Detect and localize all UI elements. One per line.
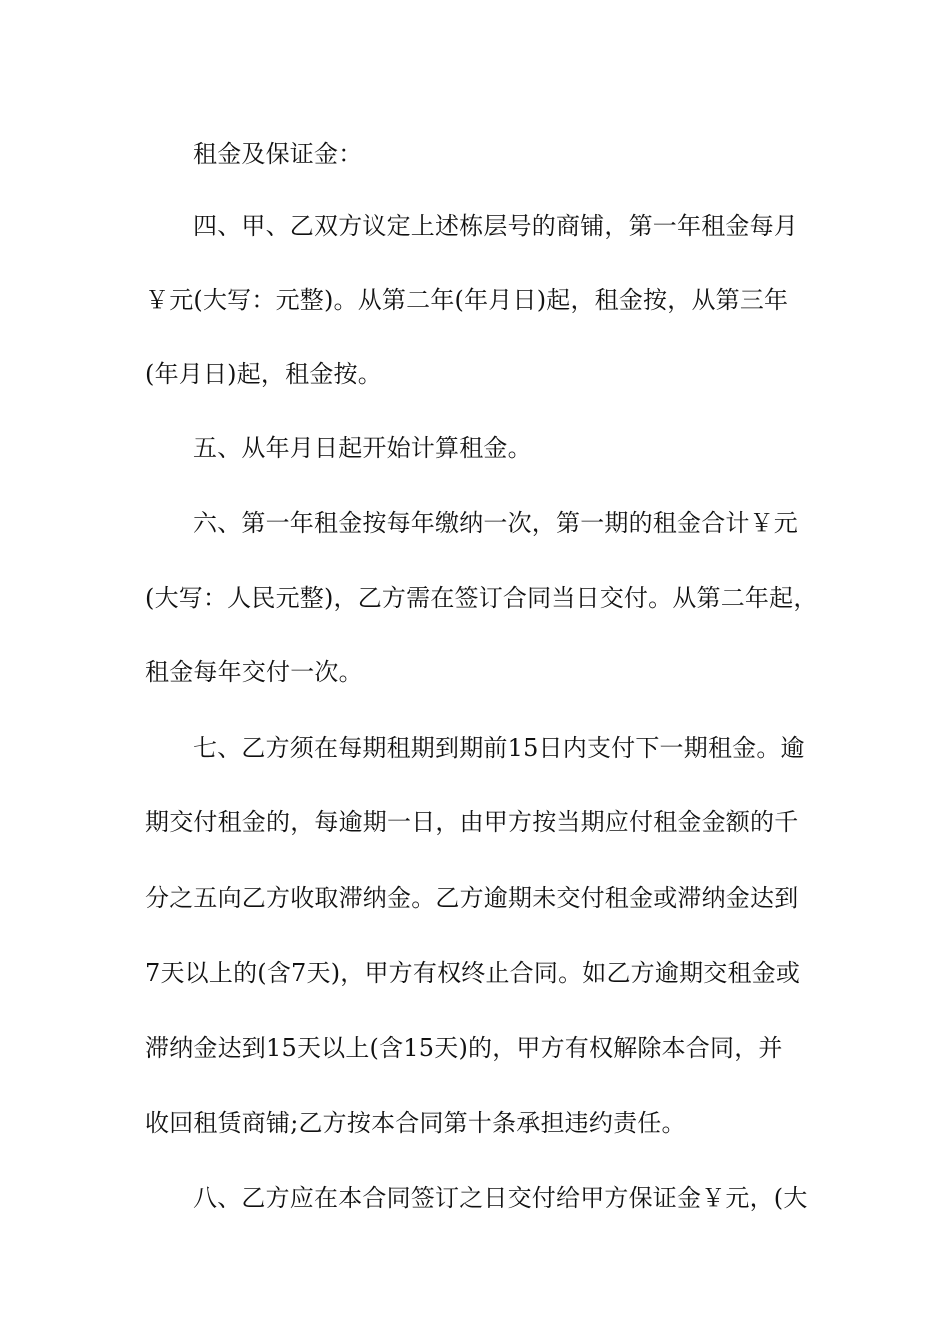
- clause-6-line-2: (大写：人民元整)，乙方需在签订合同当日交付。从第二年起，: [145, 584, 818, 612]
- clause-7-line-3: 分之五向乙方收取滞纳金。乙方逾期未交付租金或滞纳金达到: [145, 884, 799, 912]
- clause-6-line-3: 租金每年交付一次。: [145, 658, 363, 686]
- clause-7-line-4: 7天以上的(含7天)，甲方有权终止合同。如乙方逾期交租金或: [145, 959, 801, 987]
- clause-4-line-3: (年月日)起，租金按。: [145, 360, 382, 388]
- clause-7-line-2: 期交付租金的，每逾期一日，由甲方按当期应付租金金额的千: [145, 808, 799, 836]
- section-heading-rent-deposit: 租金及保证金：: [193, 140, 363, 168]
- clause-6-line-1: 六、第一年租金按每年缴纳一次，第一期的租金合计￥元: [193, 509, 798, 537]
- clause-7-line-5: 滞纳金达到15天以上(含15天)的，甲方有权解除本合同，并: [145, 1034, 783, 1062]
- clause-8-line-1: 八、乙方应在本合同签订之日交付给甲方保证金￥元，(大: [193, 1184, 808, 1212]
- clause-4-line-2: ￥元(大写：元整)。从第二年(年月日)起，租金按，从第三年: [145, 286, 789, 314]
- clause-4-line-1: 四、甲、乙双方议定上述栋层号的商铺，第一年租金每月: [193, 212, 798, 240]
- clause-5-line-1: 五、从年月日起开始计算租金。: [193, 434, 532, 462]
- clause-7-line-6: 收回租赁商铺;乙方按本合同第十条承担违约责任。: [145, 1109, 686, 1137]
- clause-7-line-1: 七、乙方须在每期租期到期前15日内支付下一期租金。逾: [193, 734, 805, 762]
